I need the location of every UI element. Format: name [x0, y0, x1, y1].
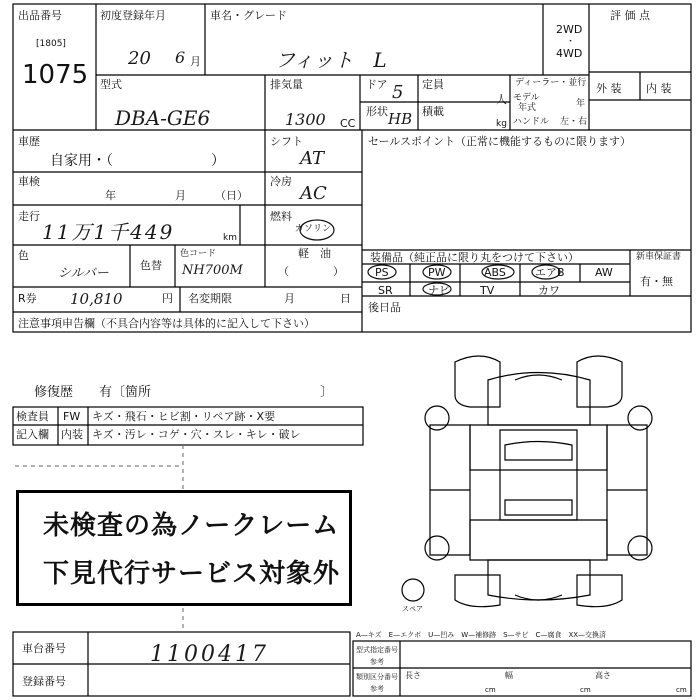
notes-label: 注意事項申告欄（不具合内容等は具体的に記入して下さい） [18, 317, 315, 330]
mileage-value: 11万1千449 [42, 220, 175, 244]
damage-legend: A—キズ E—エクボ U—凹み W—補修跡 S—サビ C—腐食 XX—交換済 [356, 631, 607, 639]
inspector-label-1: 検査員 [16, 410, 49, 423]
banner-line-1: 未検査の為ノークレーム [43, 511, 340, 541]
displacement-label: 排気量 [270, 78, 303, 91]
equipment-label: 装備品（純正品に限り丸をつけて下さい） [370, 251, 579, 264]
grade-exterior: 外 装 [596, 82, 622, 95]
shift-label: シフト [270, 135, 303, 148]
first-reg-label: 初度登録年月 [100, 9, 166, 22]
drive-2wd: 2WD [556, 23, 583, 36]
inspector-fw: FW [63, 410, 81, 423]
car-name-label: 車名・グレード [210, 9, 287, 22]
lot-code: [1805] [36, 39, 66, 49]
lot-number: 1075 [22, 60, 89, 90]
mileage-label: 走行 [18, 210, 40, 223]
color-value: シルバー [58, 266, 109, 281]
displacement-unit: CC [340, 117, 356, 130]
length-unit: cm [485, 686, 496, 694]
shape-value: HB [388, 110, 413, 128]
no-claim-banner [16, 490, 352, 606]
doors-value: 5 [392, 82, 404, 103]
shift-value: AT [300, 148, 325, 169]
equip-ps: PS [375, 266, 389, 279]
recycle-label: R券 [18, 292, 37, 305]
load-label: 積載 [422, 105, 444, 118]
drive-4wd: 4WD [556, 47, 583, 60]
fuel-light: 軽 油 [298, 247, 331, 260]
sales-point-label: セールスポイント（正常に機能するものに限ります） [368, 135, 632, 148]
fuel-label: 燃料 [270, 210, 292, 223]
length-label: 長さ [405, 671, 421, 680]
spec-number-label: 型式指定番号 [356, 646, 398, 654]
equip-abs: ABS [484, 266, 506, 279]
inspection-month: 月 [175, 189, 186, 202]
recycle-unit: 円 [162, 292, 173, 305]
inspection-label: 車検 [18, 175, 40, 188]
dealer-label: ディーラー・並行 [515, 78, 587, 88]
recycle-value: 10,810 [70, 290, 123, 308]
drive-dot: ・ [566, 37, 576, 47]
color-label: 色 [18, 249, 29, 262]
year-unit: 年 [576, 99, 586, 109]
color-change-label: 色替 [140, 259, 162, 272]
grade-label: 評 価 点 [610, 9, 650, 22]
height-unit: cm [676, 686, 687, 694]
inspector-int-text: キズ・汚レ・コゲ・穴・スレ・キレ・破レ [92, 428, 301, 441]
load-unit: kg [496, 119, 507, 129]
model-year-label: モデル [513, 93, 540, 103]
repair-history: 修復歴 有〔箇所 〕 [34, 385, 334, 400]
spare-label: スペア [402, 605, 423, 613]
equip-airbag: エアB [535, 266, 565, 279]
fuel-paren: （ ） [278, 265, 344, 278]
lot-header: 出品番号 [18, 9, 62, 22]
spec-ref: 参考 [370, 658, 384, 666]
car-name-value: フィット L [275, 48, 387, 72]
color-code-label: 色コード [180, 249, 217, 259]
equip-pw: PW [428, 266, 446, 279]
year-label: 年式 [518, 103, 537, 113]
width-label: 幅 [505, 671, 513, 680]
category-ref: 参考 [370, 685, 384, 693]
handle-label: ハンドル [513, 117, 550, 127]
banner-line-2: 下見代行サービス対象外 [43, 559, 341, 589]
inspection-day: （日） [215, 189, 248, 202]
handle-value: 左・右 [560, 117, 588, 127]
history-value: 自家用・（ ） [50, 153, 225, 169]
mileage-unit: km [223, 233, 237, 243]
shape-label: 形状 [366, 105, 388, 118]
equip-sr: SR [378, 284, 393, 297]
width-unit: cm [580, 686, 591, 694]
equip-aw: AW [595, 266, 613, 279]
height-label: 高さ [595, 671, 611, 680]
rear-seat-label: 後日品 [368, 301, 401, 314]
warranty-value: 有・無 [640, 275, 673, 288]
warranty-label: 新車保証書 [636, 252, 682, 262]
doors-label: ドア [366, 78, 388, 91]
equip-tv: TV [480, 284, 495, 297]
capacity-unit: 人 [496, 93, 507, 106]
inspector-fw-text: キズ・飛石・ヒビ割・リペア跡・X要 [92, 410, 276, 423]
displacement-value: 1300 [285, 110, 326, 129]
first-reg-month: 6 [175, 48, 186, 67]
name-change-month: 月 [284, 292, 295, 305]
chassis-label: 車台番号 [22, 642, 66, 655]
inspection-year: 年 [105, 189, 116, 202]
fuel-gas: ガソリン [295, 224, 332, 234]
chassis-value: 1100417 [150, 642, 269, 667]
model-value: DBA-GE6 [115, 106, 211, 130]
car-diagram [402, 356, 652, 607]
first-reg-month-unit: 月 [190, 55, 201, 68]
ac-label: 冷房 [270, 175, 292, 188]
inspector-int: 内装 [61, 428, 83, 441]
first-reg-year: 20 [128, 48, 151, 69]
color-code-value: NH700M [182, 263, 243, 278]
inspector-label-2: 記入欄 [16, 428, 49, 441]
model-label: 型式 [100, 78, 122, 91]
name-change-day: 日 [340, 292, 351, 305]
history-label: 車歴 [18, 135, 40, 148]
grade-interior: 内 装 [646, 82, 672, 95]
reg-number-label: 登録番号 [22, 675, 66, 688]
name-change-label: 名変期限 [188, 292, 232, 305]
category-label: 類別区分番号 [356, 673, 398, 681]
capacity-label: 定員 [422, 78, 444, 91]
equip-leather: カワ [538, 284, 560, 297]
ac-value: AC [300, 183, 327, 204]
equip-navi: ナビ [428, 284, 450, 297]
